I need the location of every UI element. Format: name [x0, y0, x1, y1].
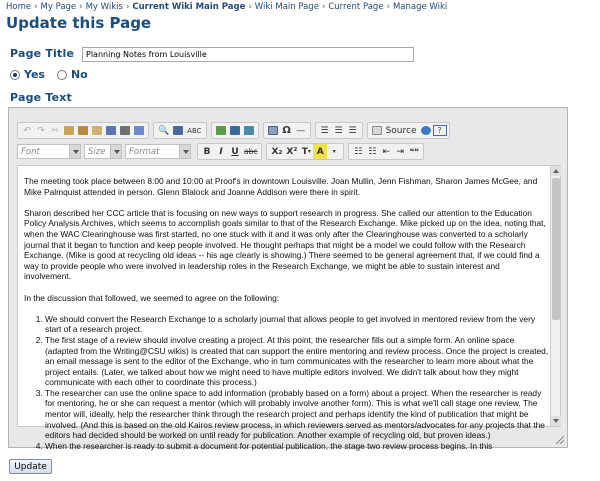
align-center-icon[interactable]: ☰ [334, 125, 343, 136]
breadcrumb-separator: › [79, 2, 83, 12]
format-select[interactable] [125, 144, 191, 159]
paragraph-ccc-article: Sharon described her CCC article that is focusing on new ways to support research in progress. She called our attention to the Education Policy Analysis Archives, which seems to accomplish goals similar to that of the Research Exchange. Mike picked up on the idea, noting that, when the WAC Clearinghouse was first started, no one stuck with it and it was only after the Clearinghouse was converted to a scholarly journal that it began to function and keep people involved. He thought perhaps that might be a model we could follow with the Research Exchange. (Mike is good at recycling old ideas -- his age clearly is showing.) There seemed to be general agreement that, if we could find a way to provide people who were involved in leadership roles in the Research Exchange, we might be able to sustain interest and involvement. [24, 207, 546, 282]
radio-no-label[interactable]: No [70, 68, 88, 81]
breadcrumb-separator: › [125, 2, 130, 12]
breadcrumb-link-my-page[interactable]: My Page [40, 2, 77, 12]
breadcrumb-link-current-page[interactable]: Current Page [328, 2, 384, 12]
paste-text-icon[interactable] [90, 123, 104, 138]
blockquote-button[interactable]: ❝❝ [409, 147, 419, 156]
link-icon[interactable] [242, 123, 256, 138]
editor-content-area[interactable] [17, 165, 561, 451]
radio-yes[interactable] [10, 70, 20, 80]
paragraph-attendance: The meeting took place between 8:00 and 10:00 at Proof's in downtown Louisville. Joan Mullin, Jenn Fishman, Sharon James McGee, and Mike Palmquist attended in person. Glenn Blalock and Joanne Addison were there in spirit. [24, 176, 538, 197]
special-char-icon[interactable]: Ω [282, 125, 291, 136]
align-right-icon[interactable]: ☰ [348, 125, 357, 136]
size-select-label: Size [88, 146, 106, 157]
page-text-label: Page Text [10, 91, 73, 104]
breadcrumb-separator: › [386, 2, 390, 12]
update-button[interactable]: Update [9, 459, 52, 474]
scroll-up-arrow-icon[interactable] [551, 166, 561, 176]
copy-icon[interactable] [62, 123, 76, 138]
page-title-input[interactable] [82, 47, 414, 62]
strikethrough-button[interactable]: abc [244, 147, 258, 156]
resize-grip-icon[interactable] [556, 436, 564, 444]
indent-icon[interactable]: ⇥ [396, 146, 405, 157]
font-select-label: Font [21, 146, 40, 157]
scroll-thumb[interactable] [552, 178, 560, 320]
font-select[interactable] [17, 144, 81, 159]
breadcrumb [6, 2, 447, 12]
radio-yes-label[interactable]: Yes [24, 68, 45, 81]
paste-icon[interactable] [76, 123, 90, 138]
cut-icon[interactable]: ✂ [51, 125, 59, 136]
breadcrumb-link-current-wiki-main-page[interactable]: Current Wiki Main Page [132, 2, 246, 12]
page-title: Update this Page [6, 14, 152, 32]
chevron-down-icon [69, 145, 80, 158]
bulleted-list-icon[interactable]: ☷ [368, 146, 377, 157]
outdent-icon[interactable]: ⇤ [382, 146, 391, 157]
eraser-icon[interactable] [132, 123, 146, 138]
bold-button[interactable]: B [203, 146, 211, 157]
text-color-icon[interactable]: T ▾ [301, 146, 311, 157]
help-icon[interactable]: ? [433, 125, 447, 136]
source-button[interactable]: Source [385, 125, 417, 136]
subscript-button[interactable]: X₂ [271, 146, 283, 157]
list-item: 4. When the researcher is ready to submit a document for potential publication, the stage two review process begins. In this [45, 441, 549, 452]
table-icon[interactable] [266, 123, 280, 138]
chevron-down-icon [110, 145, 121, 158]
radio-no[interactable] [57, 70, 67, 80]
breadcrumb-link-my-wikis[interactable]: My Wikis [85, 2, 123, 12]
chevron-down-icon[interactable]: ▾ [332, 148, 336, 155]
flash-icon[interactable] [228, 123, 242, 138]
numbered-list-icon[interactable]: ☷ [354, 146, 363, 157]
superscript-button[interactable]: X² [286, 146, 298, 157]
breadcrumb-separator: › [34, 2, 38, 12]
breadcrumb-link-wiki-main-page[interactable]: Wiki Main Page [254, 2, 319, 12]
list-item: 1. We should convert the Research Exchange to a scholarly journal that allows people to get involved in mentored review from the very start of a research project. [45, 314, 549, 335]
breadcrumb-link-home[interactable]: Home [6, 2, 32, 12]
italic-button[interactable]: I [219, 146, 223, 157]
spellcheck-icon[interactable]: ABC [187, 126, 202, 135]
align-left-icon[interactable]: ☰ [320, 125, 329, 136]
list-item: 3. The researcher can use the online space to add information (probably based on a form) about a project. When the researcher is ready for mentoring, he or she can request a mentor (which will probably involve another form). This is what we'll call stage one review. The mentor will, ideally, help the researcher think through the research project and perhaps identify the kind of publication that might be involved. (And this is based on the old Kairos review process, in which reviewers served as mentors/advocates for any projects that the editors had decided should be worked on until ready for publication. Another example of recycling old, but proven ideas.) [45, 388, 549, 441]
publish-radio-group [10, 68, 100, 81]
toolbar-row-2 [17, 143, 428, 160]
breadcrumb-separator: › [321, 2, 326, 12]
source-icon[interactable] [370, 123, 384, 138]
redo-icon[interactable]: ↷ [37, 125, 45, 136]
underline-button[interactable]: U [231, 146, 239, 157]
paragraph-agreement-intro: In the discussion that followed, we seemed to agree on the following: [24, 292, 280, 303]
horizontal-rule-icon[interactable]: — [296, 125, 306, 136]
editor-content[interactable] [24, 176, 549, 451]
rich-text-editor [8, 107, 568, 451]
format-select-label: Format [129, 146, 160, 157]
background-color-icon[interactable]: A [313, 144, 327, 159]
size-select[interactable] [84, 144, 122, 159]
scroll-down-arrow-icon[interactable] [551, 416, 561, 426]
page-title-label: Page Title [10, 47, 75, 60]
find-icon[interactable]: 🔍 [158, 125, 170, 136]
list-item: 2. The first stage of a review should involve creating a project. At this point, the researcher fills out a simple form. An online space (adapted from the Writing@CSU wikis) is created that can support the entire mentoring and review process. Once the project is created, an email message is sent to the editor of the Exchange, who in turn communicates with the researcher to learn more about what the project entails. (Later, we talked about how we might need to have multiple editors involved. We didn't talk about how they might communicate with each other to coordinate this process.) [45, 335, 549, 388]
replace-icon[interactable] [171, 123, 185, 138]
print-icon[interactable] [118, 123, 132, 138]
toolbar-row-1 [17, 122, 454, 139]
editor-scrollbar[interactable] [550, 166, 560, 426]
image-icon[interactable] [214, 123, 228, 138]
breadcrumb-link-manage-wiki[interactable]: Manage Wiki [392, 2, 448, 12]
maximize-icon[interactable] [419, 123, 433, 138]
chevron-down-icon [179, 145, 190, 158]
paste-word-icon[interactable] [104, 123, 118, 138]
undo-icon[interactable]: ↶ [23, 125, 31, 136]
agreement-list [24, 314, 549, 452]
breadcrumb-separator: › [248, 2, 252, 12]
